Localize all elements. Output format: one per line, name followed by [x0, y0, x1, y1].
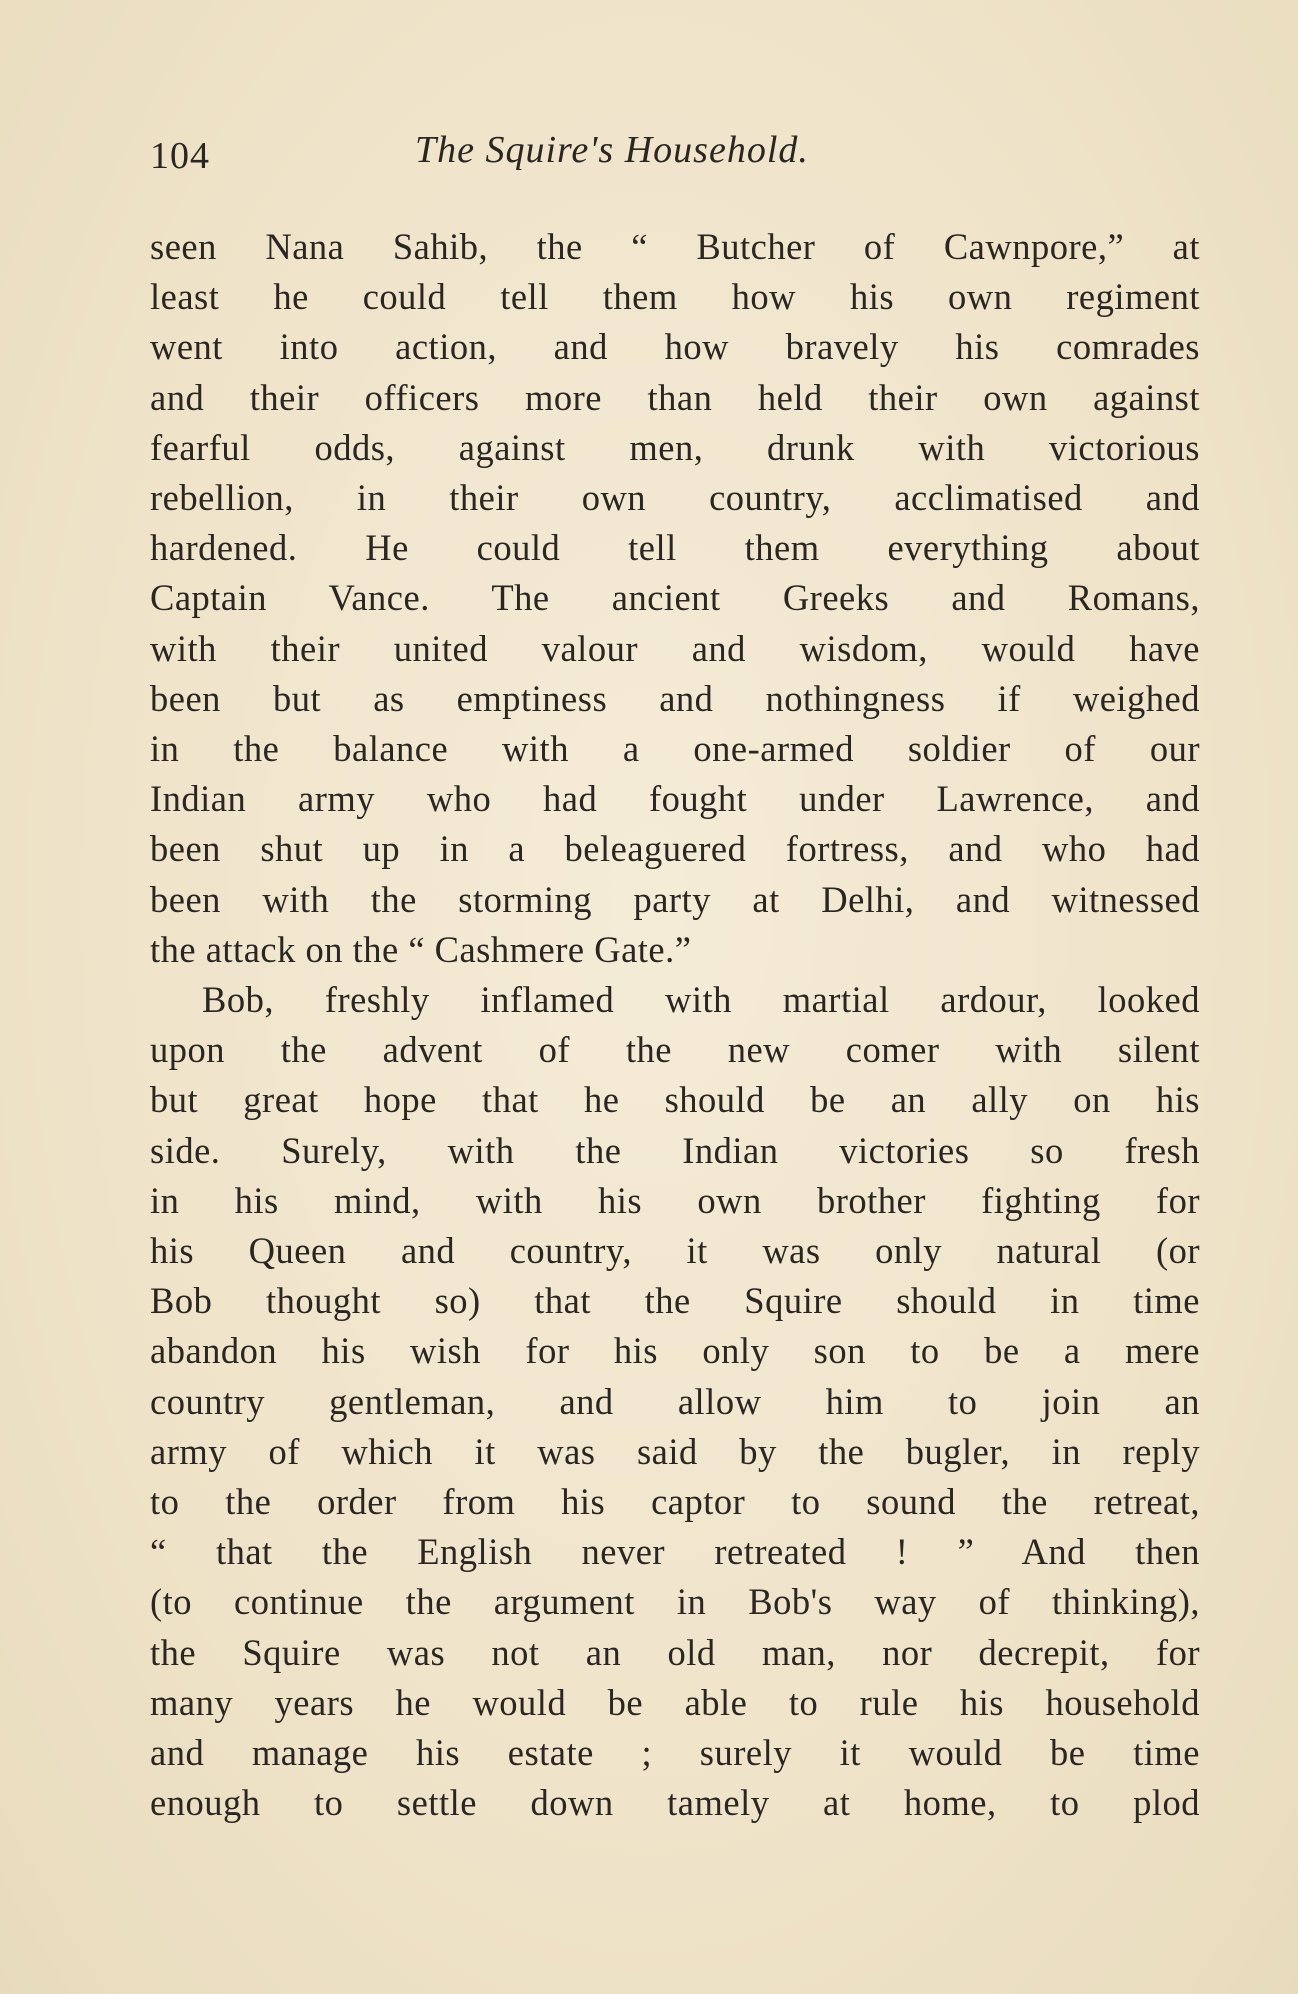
text-line: many years he would be able to rule his household: [150, 1681, 1200, 1723]
text-line: army of which it was said by the bugler, in reply: [150, 1430, 1200, 1472]
text-line: “ that the English never retreated ! ” And then: [150, 1531, 1200, 1573]
text-line: seen Nana Sahib, the “ Butcher of Cawnpore,” at: [150, 226, 1200, 267]
text-line: the Squire was not an old man, nor decrepit, for: [150, 1631, 1200, 1673]
text-line: side. Surely, with the Indian victories so fresh: [150, 1129, 1200, 1171]
text-line: (to continue the argument in Bob's way of thinking),: [150, 1581, 1200, 1623]
text-line: been with the storming party at Delhi, and witnessed: [150, 878, 1200, 920]
text-line: been shut up in a beleaguered fortress, and who had: [150, 828, 1200, 870]
text-line: Bob thought so) that the Squire should in time: [150, 1280, 1200, 1322]
text-line: Captain Vance. The ancient Greeks and Romans,: [150, 577, 1200, 619]
text-line: least he could tell them how his own regiment: [150, 276, 1200, 318]
book-page: [150, 128, 1210, 1829]
text-line: and their officers more than held their own against: [150, 376, 1200, 418]
text-line: in his mind, with his own brother fighting for: [150, 1179, 1200, 1221]
running-title: The Squire's Household.: [415, 129, 809, 171]
running-head: [150, 128, 1210, 188]
page-number: 104: [150, 135, 210, 177]
text-line: fearful odds, against men, drunk with victorious: [150, 426, 1200, 468]
text-line: to the order from his captor to sound the retreat,: [150, 1481, 1200, 1523]
text-line: and manage his estate ; surely it would be time: [150, 1732, 1200, 1774]
text-line: his Queen and country, it was only natural (or: [150, 1230, 1200, 1272]
text-line: in the balance with a one-armed soldier of our: [150, 728, 1200, 770]
text-line: abandon his wish for his only son to be a mere: [150, 1330, 1200, 1372]
text-line-paragraph-end: the attack on the “ Cashmere Gate.”: [150, 928, 692, 970]
text-line: been but as emptiness and nothingness if weighed: [150, 677, 1200, 719]
text-line: went into action, and how bravely his comrades: [150, 326, 1200, 368]
text-line: hardened. He could tell them everything about: [150, 527, 1200, 569]
body-text: [150, 222, 1210, 1829]
text-line: upon the advent of the new comer with silent: [150, 1029, 1200, 1071]
text-line: but great hope that he should be an ally on his: [150, 1079, 1200, 1121]
text-line: Indian army who had fought under Lawrence, and: [150, 778, 1200, 820]
text-line: with their united valour and wisdom, would have: [150, 627, 1200, 669]
text-line-paragraph-start: Bob, freshly inflamed with martial ardour, looked: [202, 979, 1200, 1021]
text-line: country gentleman, and allow him to join an: [150, 1380, 1200, 1422]
text-line: enough to settle down tamely at home, to plod: [150, 1782, 1200, 1824]
text-line: rebellion, in their own country, acclimatised and: [150, 477, 1200, 519]
